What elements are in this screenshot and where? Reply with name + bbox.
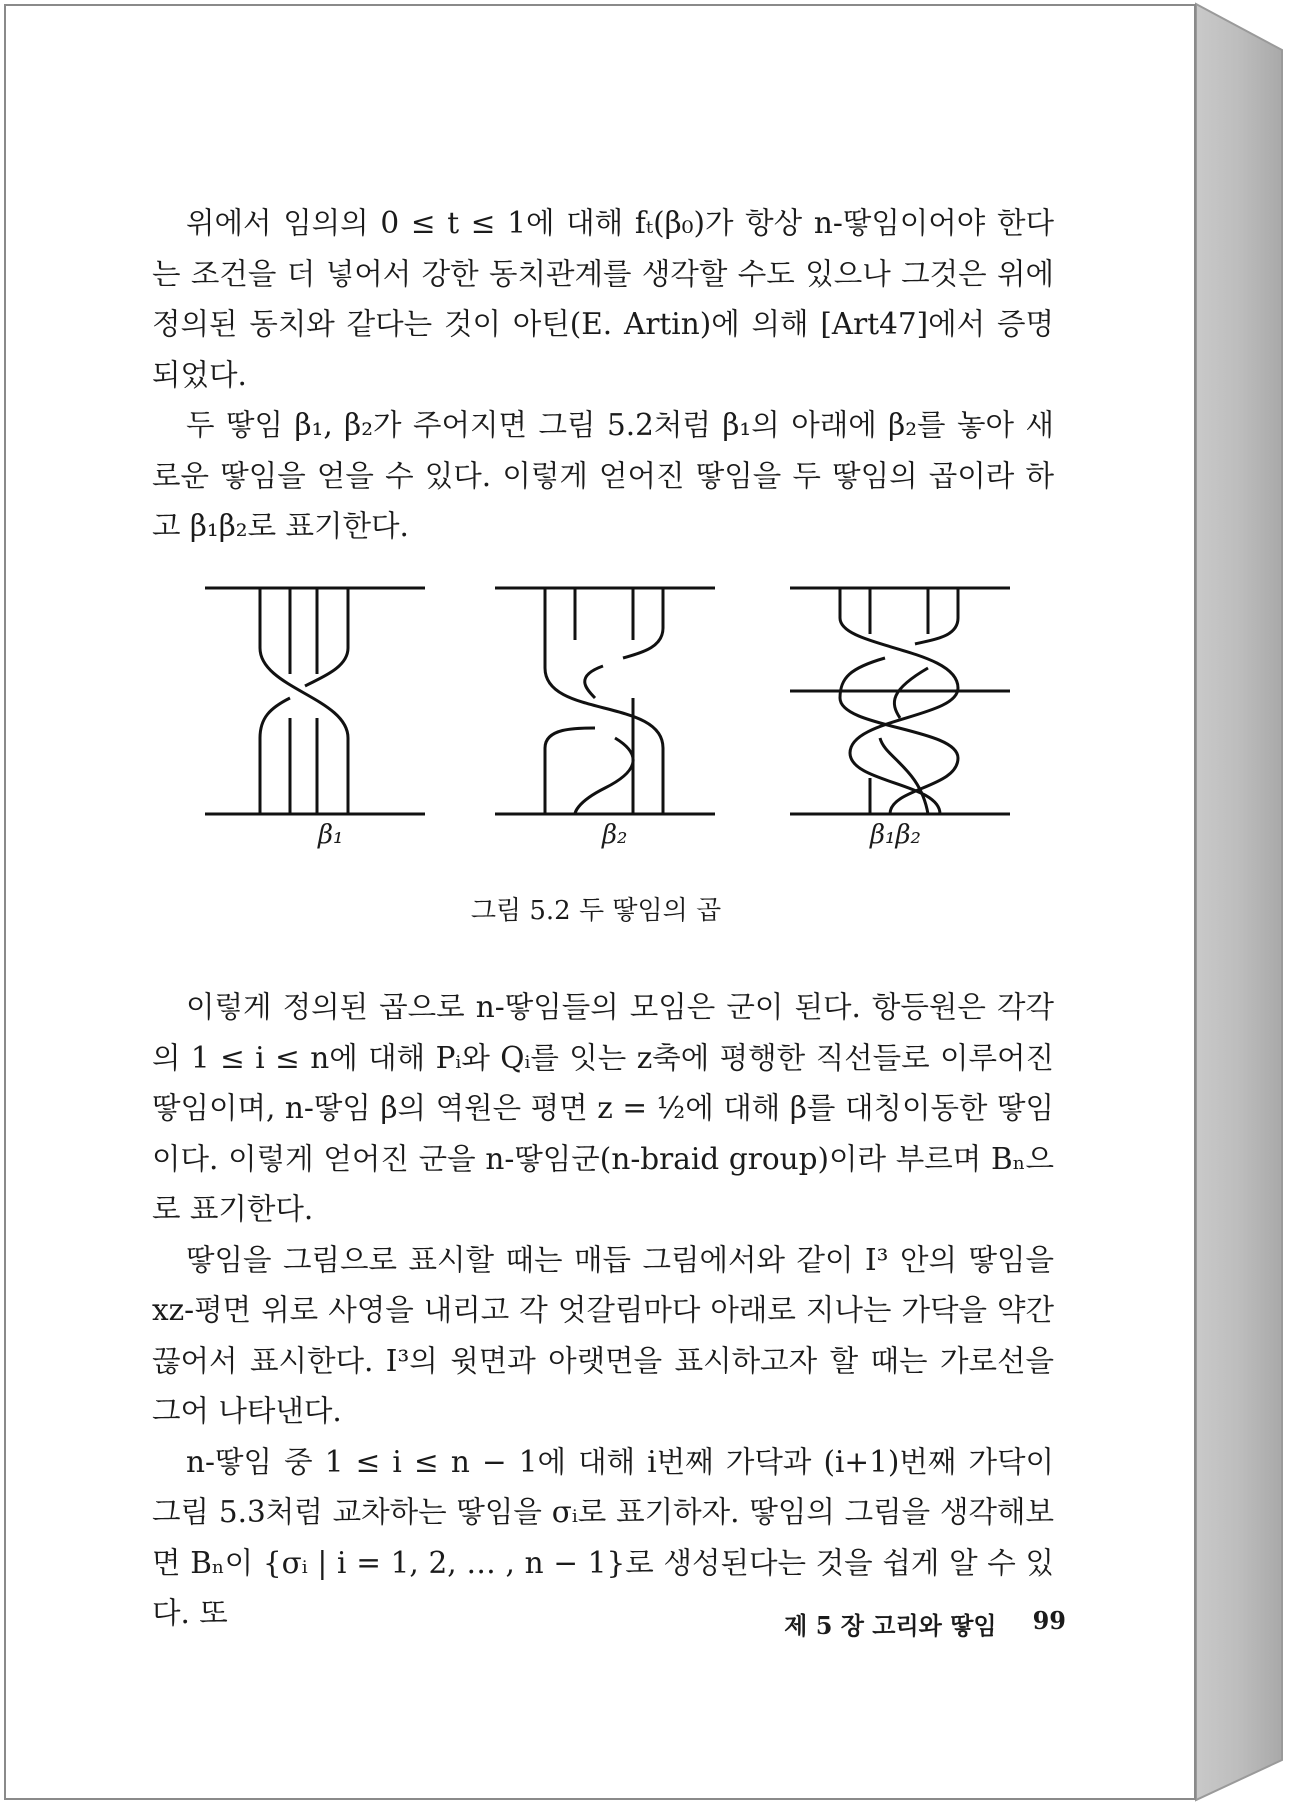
- braid-beta1beta2: [790, 588, 1010, 814]
- paragraph-1: 위에서 임의의 0 ≤ t ≤ 1에 대해 fₜ(β₀)가 항상 n-땋임이어야 한다는 조건을 더 넣어서 강한 동치관계를 생각할 수도 있으나 그것은 위에 정의된 동치와 같다는 것이 아틴(E. Artin)에 의해 [Art47]에서 증명되었다.: [152, 206, 1054, 392]
- figure-caption: 그림 5.2 두 땋임의 곱: [470, 896, 722, 926]
- braid-figure: [200, 578, 1020, 938]
- chapter-title: 제 5 장 고리와 땋임: [784, 1611, 997, 1640]
- paragraph-3: 이렇게 정의된 곱으로 n-땋임들의 모임은 군이 된다. 항등원은 각각의 1 ≤ i ≤ n에 대해 Pᵢ와 Qᵢ를 잇는 z축에 평행한 직선들로 이루어진 땋임이며, n-땋임 β의 역원은 평면 z = ½에 대해 β를 대칭이동한 땋임이다. 이렇게 얻어진 군을 n-땋임군(n-braid group)이라 부르며 Bₙ으로 표기한다.: [152, 990, 1054, 1226]
- label-beta1: β₁: [318, 820, 344, 850]
- page-number: 99: [1032, 1606, 1066, 1635]
- text-bottom: [152, 982, 1054, 1639]
- page-footer: [784, 1606, 1066, 1641]
- text-top: [152, 198, 1054, 552]
- label-beta1beta2: β₁β₂: [870, 820, 921, 850]
- label-beta2: β₂: [602, 820, 628, 850]
- braid-beta1: [205, 588, 425, 814]
- braid-beta2: [495, 588, 715, 814]
- paragraph-4: 땋임을 그림으로 표시할 때는 매듭 그림에서와 같이 I³ 안의 땋임을 xz-평면 위로 사영을 내리고 각 엇갈림마다 아래로 지나는 가닥을 약간 끊어서 표시한다. I³의 윗면과 아랫면을 표시하고자 할 때는 가로선을 그어 나타낸다.: [152, 1242, 1054, 1428]
- paragraph-2: 두 땋임 β₁, β₂가 주어지면 그림 5.2처럼 β₁의 아래에 β₂를 놓아 새로운 땋임을 얻을 수 있다. 이렇게 얻어진 땋임을 두 땋임의 곱이라 하고 β₁β₂로 표기한다.: [152, 408, 1054, 543]
- paragraph-5: n-땋임 중 1 ≤ i ≤ n − 1에 대해 i번째 가닥과 (i+1)번째 가닥이 그림 5.3처럼 교차하는 땋임을 σᵢ로 표기하자. 땋임의 그림을 생각해보면 Bₙ이 {σᵢ | i = 1, 2, … , n − 1}로 생성된다는 것을 쉽게 알 수 있다. 또: [152, 1444, 1054, 1630]
